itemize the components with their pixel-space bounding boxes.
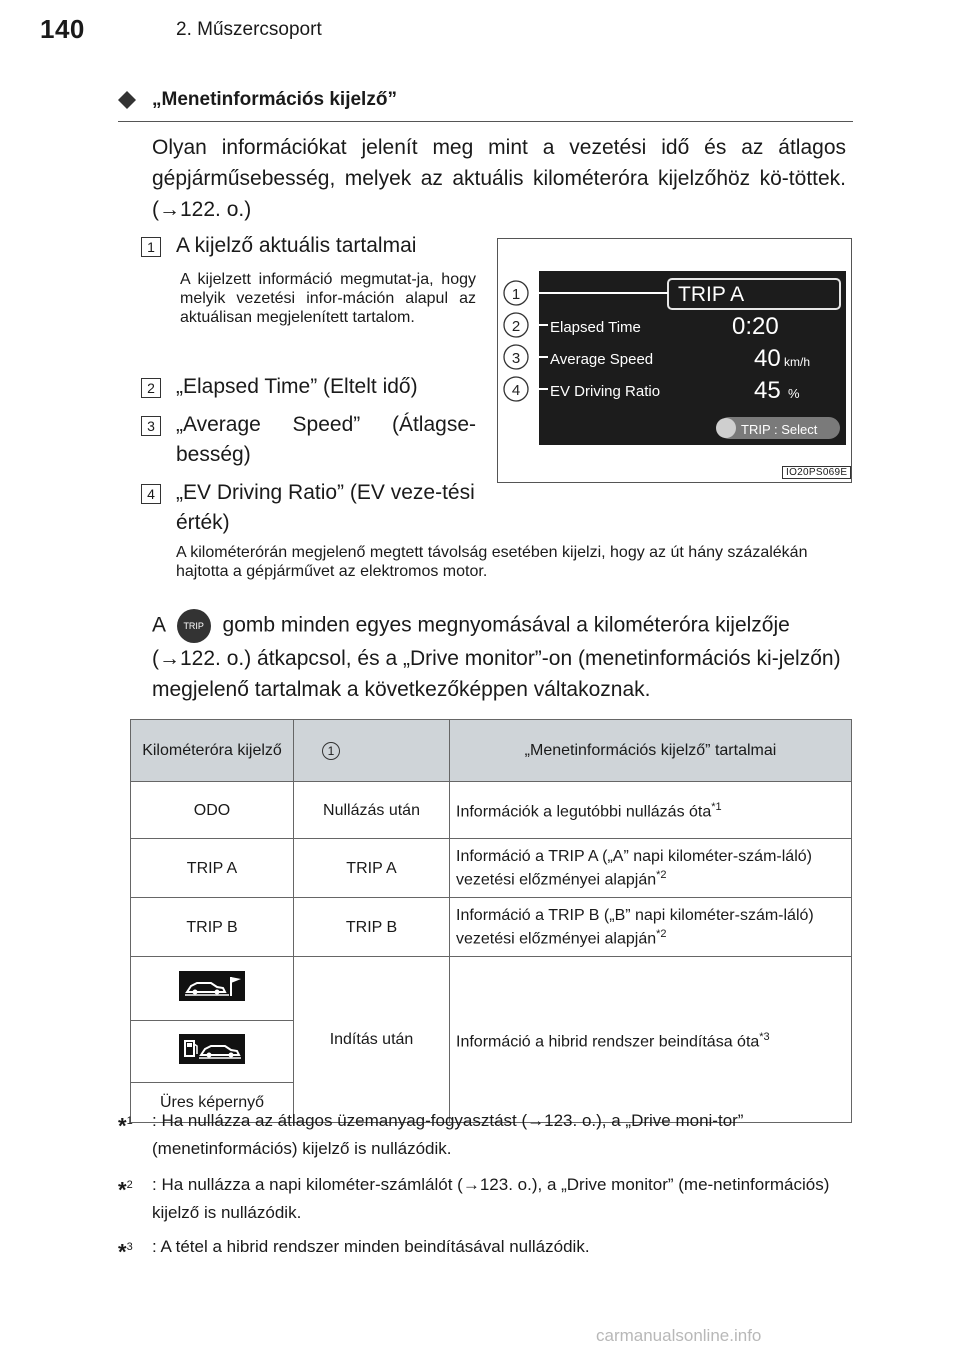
item-label: „EV Driving Ratio” (EV veze-tési érték) — [176, 481, 475, 534]
item-description: A kijelzett információ megmutat-ja, hogy melyik vezetési infor-máción alapul az aktuálisan megjelenített tartalom. — [180, 271, 476, 326]
display-row-value: 45 — [754, 377, 781, 404]
display-row-unit: km/h — [784, 355, 811, 369]
item-number-badge: 2 — [141, 378, 161, 398]
trip-paragraph: A TRIP gomb minden egyes megnyomásával a kilométeróra kijelzője (→122. o.) átkapcsol, és a „Drive monitor”-on (menetinformációs ki-jelzőn) megjelenő tartalmak a következőképpen váltakoznak. — [152, 609, 846, 705]
display-row-value: 40 — [754, 345, 781, 372]
table-row: Indítás után Információ a hibrid rendszer beindítása óta$^{*3}$ — [131, 957, 852, 1021]
table-row: TRIP B TRIP B Információ a TRIP B („B” napi kilométer-szám-láló) vezetési előzményei alapján$^{*2}$ — [131, 898, 852, 957]
table-row: TRIP A TRIP A Információ a TRIP A („A” napi kilométer-szám-láló) vezetési előzményei alapján$^{*2}$ — [131, 839, 852, 898]
table-header: Kilométeróra kijelző — [131, 720, 294, 782]
page-number: 140 — [40, 14, 85, 44]
image-code: IO20PS069E — [782, 466, 851, 479]
footnote: *$^3$ : A tétel a hibrid rendszer minden beindításával nullázódik. — [118, 1237, 590, 1265]
ev-ratio-note: A kilométerórán megjelenő megtett távolság esetében kijelzi, hogy az út hány százalékán hajtotta a gépjárművet az elektromos motor. — [176, 544, 808, 580]
trip-knob-icon — [716, 418, 736, 438]
footnote: *$^2$ : Ha nullázza a napi kilométer-számlálót (→123. o.), a „Drive monitor” (me-netinformációs) kijelző is nullázódik. — [118, 1175, 830, 1222]
watermark: carmanualsonline.info — [596, 1326, 762, 1345]
table-header: 1 — [294, 720, 450, 782]
table-row: ODO Nullázás után Információk a legutóbbi nullázás óta$^{*1}$ — [131, 782, 852, 839]
item-number-badge: 4 — [141, 484, 161, 504]
trip-button-icon: TRIP — [177, 609, 211, 643]
item-label: „Average Speed” (Átlagse-besség) — [176, 413, 476, 466]
display-row-label: Elapsed Time — [550, 319, 641, 336]
display-table — [130, 719, 852, 1123]
display-row-value: 0:20 — [732, 313, 779, 340]
display-footer: TRIP : Select — [741, 422, 818, 437]
footnote: *$^1$ : Ha nullázza az átlagos üzemanyag-fogyasztást (→123. o.), a „Drive moni-tor” (menetinformációs) kijelző is nullázódik. — [118, 1111, 744, 1158]
item-label: A kijelző aktuális tartalmai — [176, 234, 417, 257]
item-number-badge: 1 — [141, 237, 161, 257]
car-flag-icon — [179, 971, 245, 1001]
section-divider — [118, 121, 853, 122]
table-header: „Menetinformációs kijelző” tartalmai — [450, 720, 852, 782]
display-illustration — [497, 238, 852, 483]
callout-number: 4 — [511, 382, 521, 399]
chapter-title: 2. Műszercsoport — [176, 19, 322, 40]
display-row-label: EV Driving Ratio — [550, 383, 661, 400]
fuel-car-icon — [179, 1034, 245, 1064]
trip-display-screen — [498, 239, 851, 482]
callout-number: 1 — [511, 286, 521, 303]
callout-number: 2 — [511, 318, 521, 335]
item-label: „Elapsed Time” (Eltelt idő) — [176, 375, 418, 398]
display-row-unit: % — [788, 386, 800, 401]
section-intro: Olyan információkat jelenít meg mint a vezetési idő és az átlagos gépjárműsebesség, melyek az aktuális kilométeróra kijelzőhöz kö-töttek. (→122. o.) — [152, 136, 846, 221]
table-row: Üres képernyő — [131, 1083, 852, 1123]
callout-number: 3 — [511, 350, 521, 367]
item-number-badge: 3 — [141, 416, 161, 436]
display-title: TRIP A — [678, 283, 745, 306]
display-row-label: Average Speed — [550, 351, 654, 368]
section-title: „Menetinformációs kijelző” — [152, 89, 397, 110]
diamond-icon — [118, 91, 136, 109]
